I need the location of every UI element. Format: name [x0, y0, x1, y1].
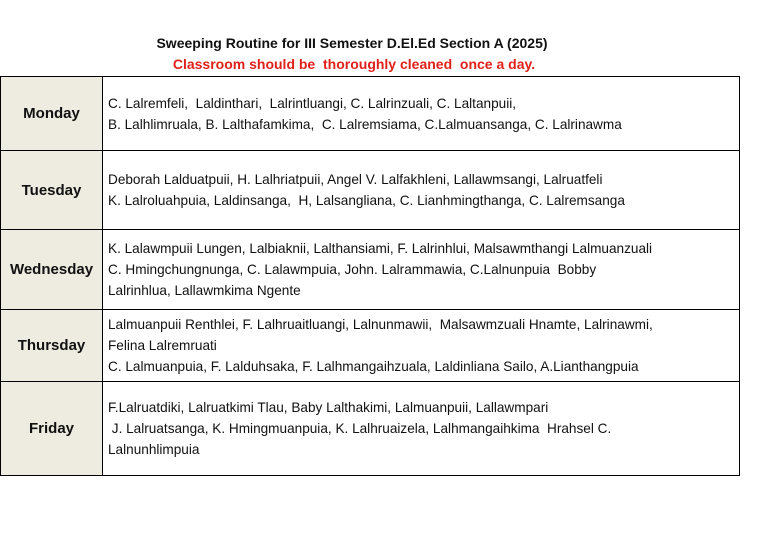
table-row: [1, 77, 740, 151]
day-cell-friday: Friday: [1, 382, 103, 476]
names-cell-friday: [103, 382, 740, 476]
page-title: Sweeping Routine for III Semester D.El.Ed Section A (2025): [156, 35, 548, 51]
names-line: C. Lalmuanpuia, F. Lalduhsaka, F. Lalhmangaihzuala, Laldinliana Sailo, A.Lianthangpuia: [108, 359, 639, 374]
table-row: [1, 382, 740, 476]
names-cell-monday: [103, 77, 740, 151]
names-line: K. Lalawmpuii Lungen, Lalbiaknii, Lalthansiami, F. Lalrinhlui, Malsawmthangi Lalmuanzuali: [108, 241, 653, 256]
sweeping-routine-table: [0, 76, 740, 476]
names-line: Lalrinhlua, Lallawmkima Ngente: [108, 283, 301, 298]
names-line: Felina Lalremruati: [108, 338, 217, 353]
table-row: [1, 151, 740, 230]
names-line: Lalmuanpuii Renthlei, F. Lalhruaitluangi, Lalnunmawii, Malsawmzuali Hnamte, Lalrinawmi,: [108, 317, 653, 332]
day-cell-monday: Monday: [1, 77, 103, 151]
names-line: B. Lalhlimruala, B. Lalthafamkima, C. Lalremsiama, C.Lalmuansanga, C. Lalrinawma: [108, 116, 622, 132]
page-subtitle: Classroom should be thoroughly cleaned once a day.: [172, 56, 536, 72]
names-line: C. Lalremfeli, Laldinthari, Lalrintluangi, C. Lalrinzuali, C. Laltanpuii,: [108, 95, 517, 111]
names-line: J. Lalruatsanga, K. Hmingmuanpuia, K. Lalhruaizela, Lalhmangaihkima Hrahsel C.: [108, 421, 612, 436]
day-cell-tuesday: Tuesday: [1, 151, 103, 230]
day-cell-thursday: Thursday: [1, 310, 103, 382]
names-line: C. Hmingchungnunga, C. Lalawmpuia, John. Lalrammawia, C.Lalnunpuia Bobby: [108, 262, 597, 277]
names-cell-thursday: [103, 310, 740, 382]
names-line: Lalnunhlimpuia: [108, 442, 200, 457]
names-line: K. Lalroluahpuia, Laldinsanga, H, Lalsangliana, C. Lianhmingthanga, C. Lalremsanga: [108, 193, 625, 208]
names-cell-tuesday: [103, 151, 740, 230]
names-cell-wednesday: [103, 230, 740, 310]
day-cell-wednesday: Wednesday: [1, 230, 103, 310]
names-line: F.Lalruatdiki, Lalruatkimi Tlau, Baby Lalthakimi, Lalmuanpuii, Lallawmpari: [108, 400, 549, 415]
names-line: Deborah Lalduatpuii, H. Lalhriatpuii, Angel V. Lalfakhleni, Lallawmsangi, Lalruatfeli: [108, 172, 603, 187]
table-row: [1, 310, 740, 382]
table-row: [1, 230, 740, 310]
